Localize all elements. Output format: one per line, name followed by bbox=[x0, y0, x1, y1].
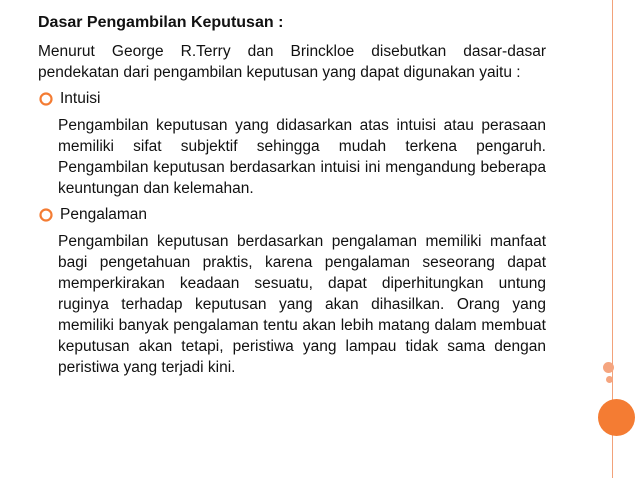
intro-text: Menurut George R.Terry dan Brinckloe disebutkan dasar-dasar pendekatan dari pengambilan keputusan yang dapat digunakan yaitu : bbox=[38, 43, 546, 81]
circle-ring-bullet-icon bbox=[38, 91, 54, 107]
bullet-paragraph-pengalaman: Pengambilan keputusan berdasarkan pengalaman memiliki manfaat bagi pengetahuan praktis, karena pengalaman seseorang dapat memperkirakan keadaan sesuatu, dapat diperhitungkan untung ruginya terhadap keputusan yang akan dihasilkan. Orang yang memiliki banyak pengalaman tentu akan lebih matang dalam membuat keputusan akan tetapi, peristiwa yang lampau tidak sama dengan peristiwa yang terjadi kini. bbox=[58, 233, 546, 376]
bullet-item-pengalaman bbox=[38, 204, 546, 226]
bullet-label: Pengalaman bbox=[60, 206, 148, 223]
large-circle-icon bbox=[598, 399, 635, 436]
bullet-paragraph-intuisi: Pengambilan keputusan yang didasarkan atas intuisi atau perasaan memiliki sifat subjektif sehingga mudah terkena pengaruh. Pengambilan keputusan berdasarkan intuisi ini mengandung beberapa keuntungan dan kelemahan. bbox=[58, 117, 546, 197]
slide-title: Dasar Pengambilan Keputusan : bbox=[38, 14, 284, 31]
bullet-item-intuisi bbox=[38, 88, 546, 110]
slide-content bbox=[38, 13, 546, 383]
circle-ring-bullet-icon bbox=[38, 207, 54, 223]
slide-border-line bbox=[612, 0, 613, 478]
bullet-label: Intuisi bbox=[60, 90, 101, 107]
decorative-circles bbox=[598, 0, 638, 478]
